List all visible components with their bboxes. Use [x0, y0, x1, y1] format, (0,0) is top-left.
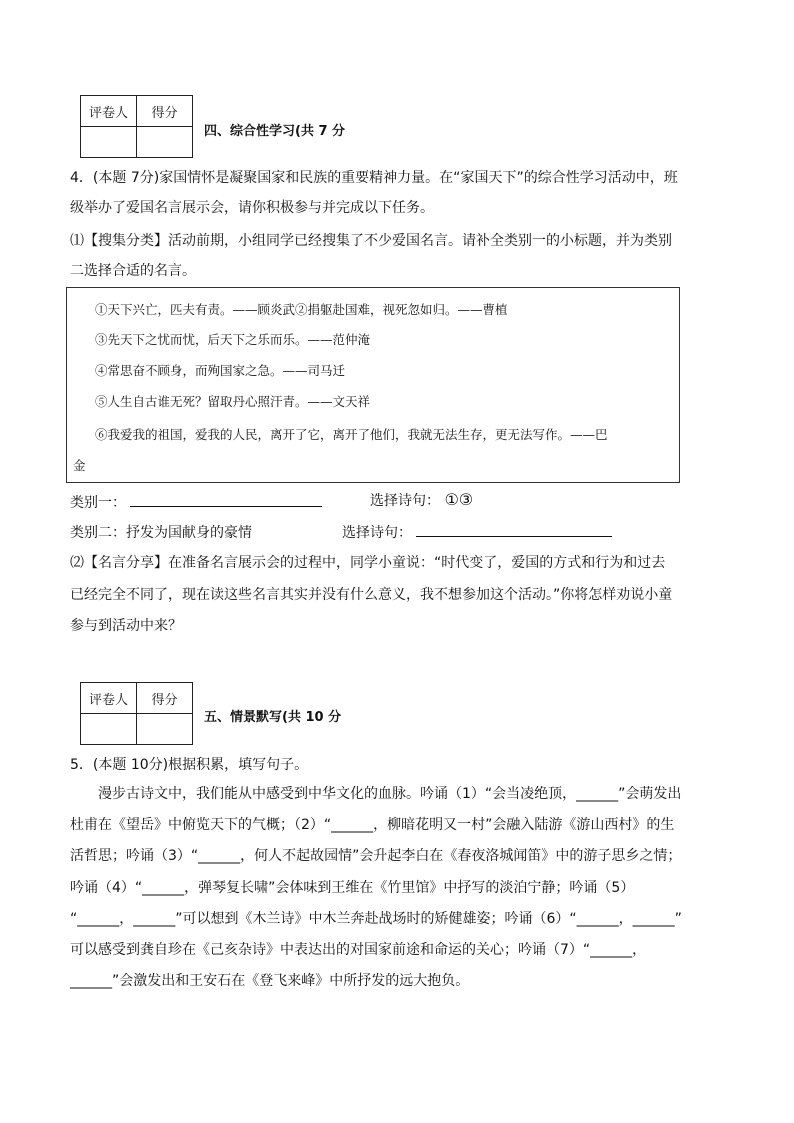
question5-paragraph-line: 漫步古诗文中，我们能从中感受到中华文化的血脉。吟诵（1）“会当凌绝顶，______”会萌发出: [70, 786, 682, 802]
category1-select-row: [370, 490, 473, 510]
question4-stem-line1: 4．(本题 7分)家国情怀是凝聚国家和民族的重要精神力量。在“家国天下”的综合性学习活动中，班: [70, 170, 678, 186]
question5-stem: 5．(本题 10分)根据积累，填写句子。: [70, 757, 309, 773]
category1-row: [70, 492, 322, 512]
question4-stem-line2: 级举办了爱国名言展示会，请你积极参与并完成以下任务。: [70, 200, 434, 216]
quote-4: ④常思奋不顾身，而殉国家之急。——司马迁: [95, 363, 346, 378]
reviewer-cell[interactable]: [81, 714, 137, 745]
quote-3: ③先天下之忧而忧，后天下之乐而乐。——范仲淹: [95, 332, 371, 347]
quotes-box: [66, 287, 680, 483]
category1-label: 类别一：: [70, 495, 126, 511]
category1-select-value: ①③: [444, 490, 474, 509]
category1-select-label: 选择诗句：: [370, 493, 440, 509]
section5-title: 五、情景默写(共 10 分: [204, 710, 342, 725]
quote-5: ⑤人生自古谁无死？留取丹心照汗青。——文天祥: [95, 394, 371, 409]
score-table-section4: [80, 95, 193, 158]
quote-1-2: ①天下兴亡，匹夫有责。——顾炎武②捐躯赴国难，视死忽如归。——曹植: [95, 302, 508, 317]
part2-prompt-line1: ⑵【名言分享】在准备名言展示会的过程中，同学小童说：“时代变了，爱国的方式和行为和过去: [70, 555, 666, 571]
score-cell[interactable]: [137, 714, 193, 745]
question5-paragraph-line: 可以感受到龚自珍在《己亥杂诗》中表达出的对国家前途和命运的关心；吟诵（7）“______，: [70, 942, 647, 958]
part1-prompt-line1: ⑴【搜集分类】活动前期，小组同学已经搜集了不少爱国名言。请补全类别一的小标题，并为类别: [70, 233, 672, 249]
category2-blank[interactable]: [416, 522, 612, 537]
reviewer-header: 评卷人: [81, 96, 137, 127]
part1-prompt-line2: 二选择合适的名言。: [70, 263, 196, 279]
category1-blank[interactable]: [130, 492, 322, 507]
quote-6-line2: 金: [73, 458, 86, 473]
category2-label: 类别二：抒发为国献身的豪情: [70, 525, 252, 541]
reviewer-cell[interactable]: [81, 127, 137, 158]
question5-paragraph-line: 吟诵（4）“______，弹琴复长啸”会体味到王维在《竹里馆》中抒写的淡泊宁静；吟诵（5）: [70, 880, 635, 896]
question5-paragraph-line: “______，______”可以想到《木兰诗》中木兰奔赴战场时的矫健雄姿；吟诵（6）“______，______”: [70, 911, 682, 927]
part2-prompt-line3: 参与到活动中来？: [70, 618, 182, 634]
section4-title: 四、综合性学习(共 7 分: [204, 124, 346, 139]
quote-6-line1: ⑥我爱我的祖国，爱我的人民，离开了它，离开了他们，我就无法生存，更无法写作。——巴: [95, 427, 608, 442]
score-table-section5: [80, 682, 193, 745]
score-cell[interactable]: [137, 127, 193, 158]
part2-prompt-line2: 已经完全不同了，现在读这些名言其实并没有什么意义，我不想参加这个活动。”你将怎样劝说小童: [70, 587, 673, 603]
question5-paragraph-line: 杜甫在《望岳》中俯览天下的气概；（2）“______，柳暗花明又一村”会融入陆游《游山西村》的生: [70, 817, 675, 833]
question5-paragraph-line: 活哲思；吟诵（3）“______，何人不起故园情”会升起李白在《春夜洛城闻笛》中的游子思乡之情；: [70, 848, 682, 864]
category2-select-label: 选择诗句：: [342, 525, 412, 541]
question5-paragraph-line: ______”会激发出和王安石在《登飞来峰》中所抒发的远大抱负。: [70, 973, 470, 989]
score-header: 得分: [137, 96, 193, 127]
score-header: 得分: [137, 683, 193, 714]
reviewer-header: 评卷人: [81, 683, 137, 714]
category2-select-row: [342, 522, 612, 542]
